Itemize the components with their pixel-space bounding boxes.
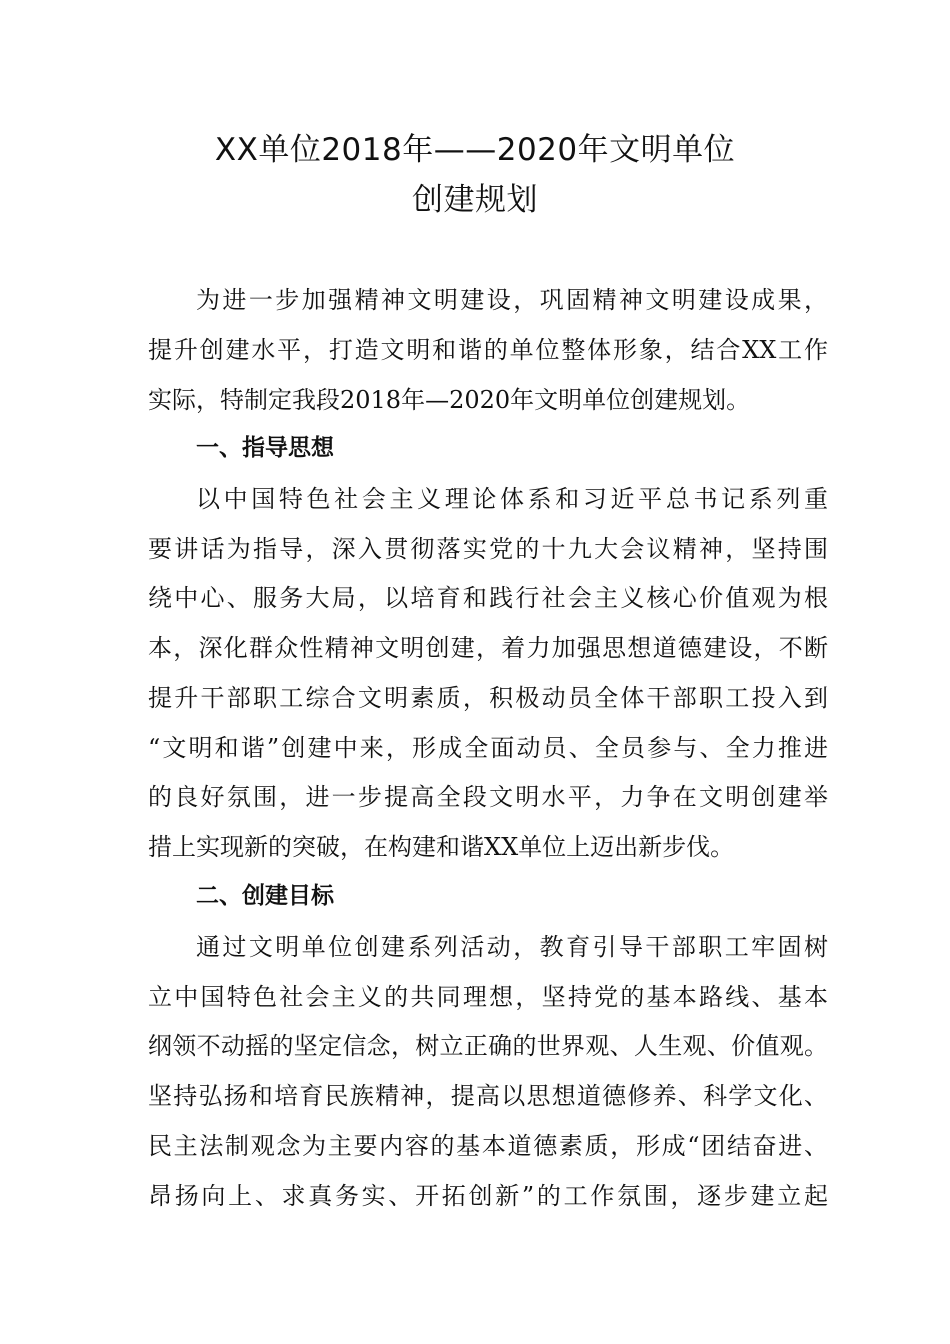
section2-line-5: 民主法制观念为主要内容的基本道德素质，形成“团结奋进、 — [148, 1132, 828, 1160]
section2-line-2: 立中国特色社会主义的共同理想，坚持党的基本路线、基本 — [148, 983, 828, 1011]
section1-line-3: 绕中心、服务大局，以培育和践行社会主义核心价值观为根 — [148, 584, 828, 612]
intro-line-3: 实际，特制定我段2018年—2020年文明单位创建规划。 — [148, 386, 751, 414]
section1-line-8: 措上实现新的突破，在构建和谐XX单位上迈出新步伐。 — [148, 833, 735, 861]
section1-line-2: 要讲话为指导，深入贯彻落实党的十九大会议精神，坚持围 — [148, 535, 828, 563]
section2-line-3: 纲领不动摇的坚定信念，树立正确的世界观、人生观、价值观。 — [148, 1032, 828, 1060]
section1-line-5: 提升干部职工综合文明素质，积极动员全体干部职工投入到 — [148, 684, 828, 712]
section-heading-creation-goals: 二、创建目标 — [196, 883, 334, 909]
intro-line-2: 提升创建水平，打造文明和谐的单位整体形象，结合XX工作 — [148, 336, 828, 364]
section1-line-7: 的良好氛围，进一步提高全段文明水平，力争在文明创建举 — [148, 783, 828, 811]
section2-line-6: 昂扬向上、求真务实、开拓创新”的工作氛围，逐步建立起 — [148, 1182, 828, 1210]
section1-line-1: 以中国特色社会主义理论体系和习近平总书记系列重 — [196, 485, 828, 513]
section2-line-1: 通过文明单位创建系列活动，教育引导干部职工牢固树 — [196, 933, 828, 961]
section-heading-guiding-ideology: 一、指导思想 — [196, 435, 334, 461]
section1-line-6: “文明和谐”创建中来，形成全面动员、全员参与、全力推进 — [148, 734, 828, 762]
intro-line-1: 为进一步加强精神文明建设，巩固精神文明建设成果， — [196, 286, 828, 314]
document-title-line-1: XX单位2018年——2020年文明单位 — [214, 132, 736, 168]
section1-line-4: 本，深化群众性精神文明创建，着力加强思想道德建设，不断 — [148, 634, 828, 662]
section2-line-4: 坚持弘扬和培育民族精神，提高以思想道德修养、科学文化、 — [148, 1082, 828, 1110]
document-title-line-2: 创建规划 — [412, 182, 538, 218]
